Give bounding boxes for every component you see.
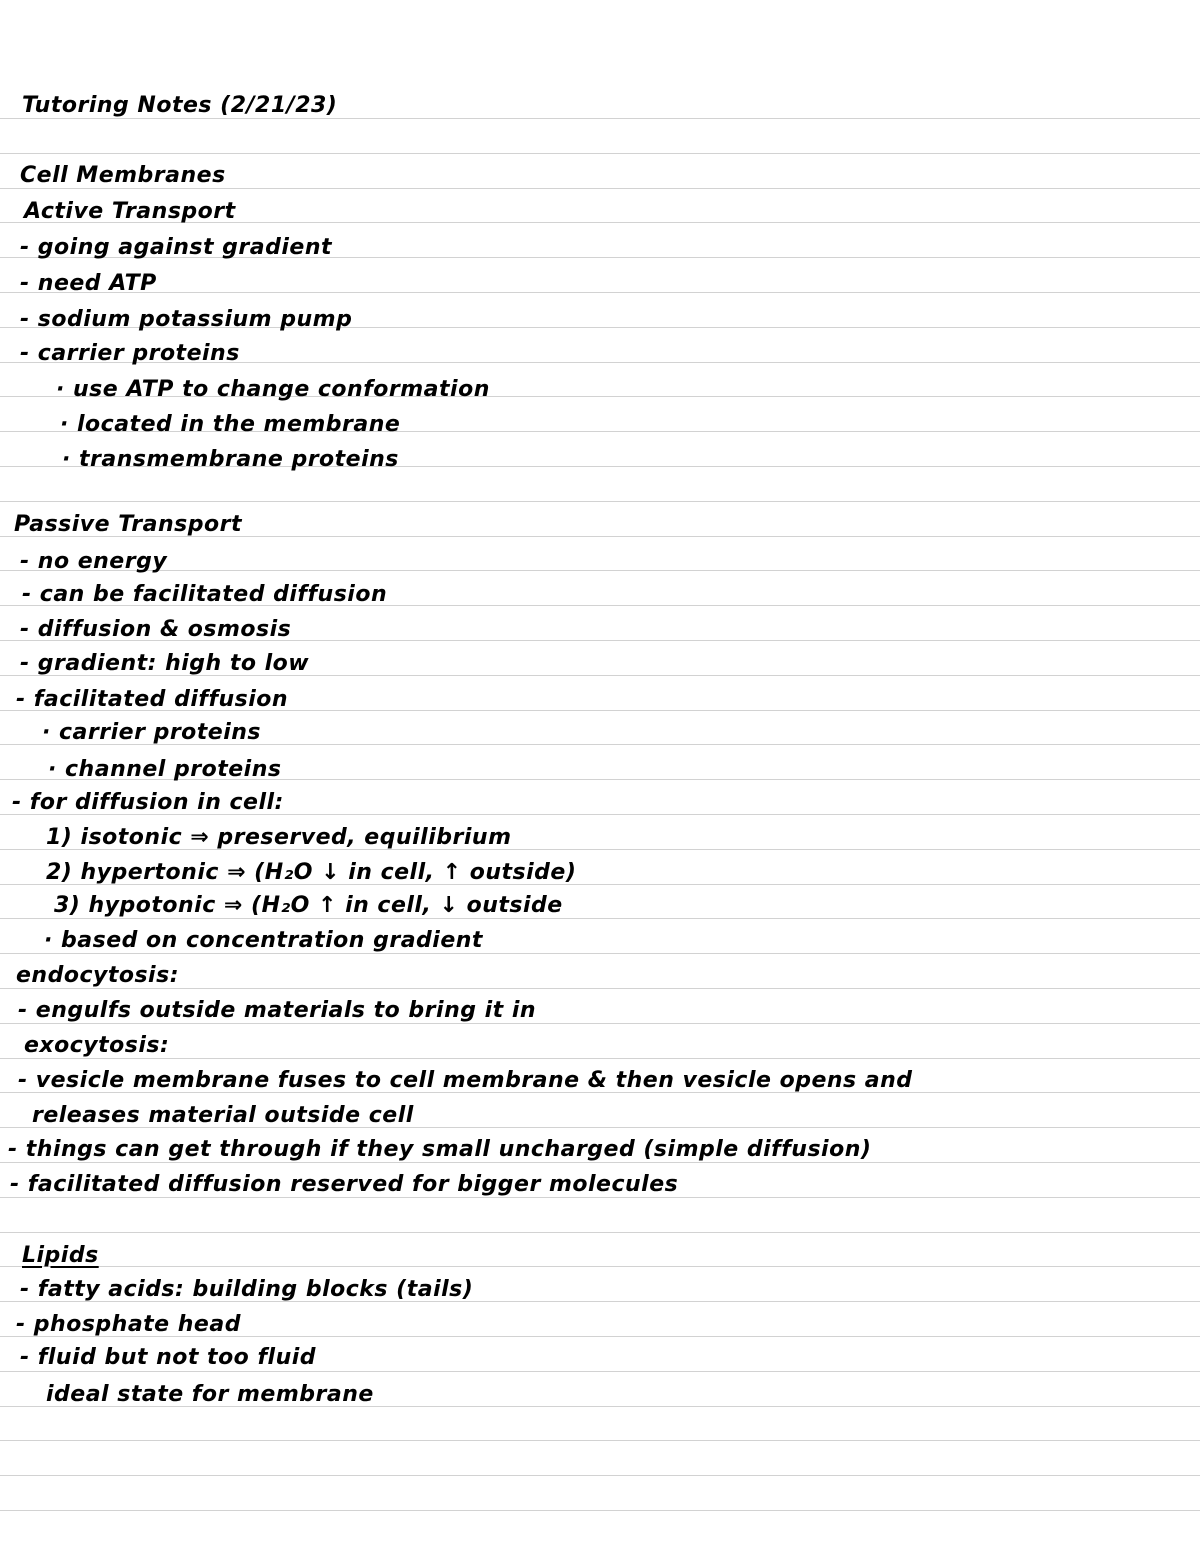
note-item: - facilitated diffusion reserved for bigger molecules [10, 1172, 679, 1197]
note-subitem: · carrier proteins [42, 720, 262, 745]
note-subitem: · use ATP to change conformation [56, 377, 490, 402]
note-item: - no energy [20, 549, 168, 574]
note-item: - can be facilitated diffusion [22, 582, 388, 607]
note-item: - engulfs outside materials to bring it in [18, 998, 537, 1023]
note-item-continuation: ideal state for membrane [46, 1382, 374, 1407]
note-item: - facilitated diffusion [16, 687, 289, 712]
note-subitem: · channel proteins [48, 757, 282, 782]
section-heading-cell-membranes: Cell Membranes [20, 163, 226, 188]
subheading-passive-transport: Passive Transport [14, 512, 242, 537]
ruled-line [0, 1371, 1200, 1372]
note-item-continuation: releases material outside cell [32, 1103, 414, 1128]
page-title: Tutoring Notes (2/21/23) [22, 93, 338, 118]
note-item: - phosphate head [16, 1312, 241, 1337]
heading-endocytosis: endocytosis: [16, 963, 179, 988]
note-subitem: · located in the membrane [60, 412, 401, 437]
note-item: - vesicle membrane fuses to cell membrane & then vesicle opens and [18, 1068, 913, 1093]
ruled-line [0, 153, 1200, 154]
ruled-line [0, 1232, 1200, 1233]
ruled-line [0, 292, 1200, 293]
note-item: - diffusion & osmosis [20, 617, 292, 642]
note-numbered-item: 3) hypotonic ⇒ (H₂O ↑ in cell, ↓ outside [54, 893, 563, 918]
note-item: - fluid but not too fluid [20, 1345, 317, 1370]
ruled-line [0, 1058, 1200, 1059]
note-item: - need ATP [20, 271, 157, 296]
ruled-line [0, 1510, 1200, 1511]
note-item: - going against gradient [20, 235, 333, 260]
note-numbered-item: 2) hypertonic ⇒ (H₂O ↓ in cell, ↑ outside) [46, 860, 577, 885]
note-item: - sodium potassium pump [20, 307, 353, 332]
note-item: - for diffusion in cell: [12, 790, 284, 815]
note-item: - gradient: high to low [20, 651, 310, 676]
note-numbered-item: 1) isotonic ⇒ preserved, equilibrium [46, 825, 512, 850]
ruled-line [0, 1266, 1200, 1267]
heading-exocytosis: exocytosis: [24, 1033, 170, 1058]
section-heading-lipids: Lipids [22, 1243, 99, 1268]
subheading-active-transport: Active Transport [24, 199, 236, 224]
note-item: - things can get through if they small uncharged (simple diffusion) [8, 1137, 872, 1162]
ruled-line [0, 501, 1200, 502]
ruled-line [0, 1440, 1200, 1441]
note-subitem: · based on concentration gradient [44, 928, 483, 953]
ruled-line [0, 570, 1200, 571]
note-item: - carrier proteins [20, 341, 240, 366]
note-subitem: · transmembrane proteins [62, 447, 399, 472]
note-item: - fatty acids: building blocks (tails) [20, 1277, 474, 1302]
ruled-line [0, 988, 1200, 989]
ruled-line [0, 1475, 1200, 1476]
